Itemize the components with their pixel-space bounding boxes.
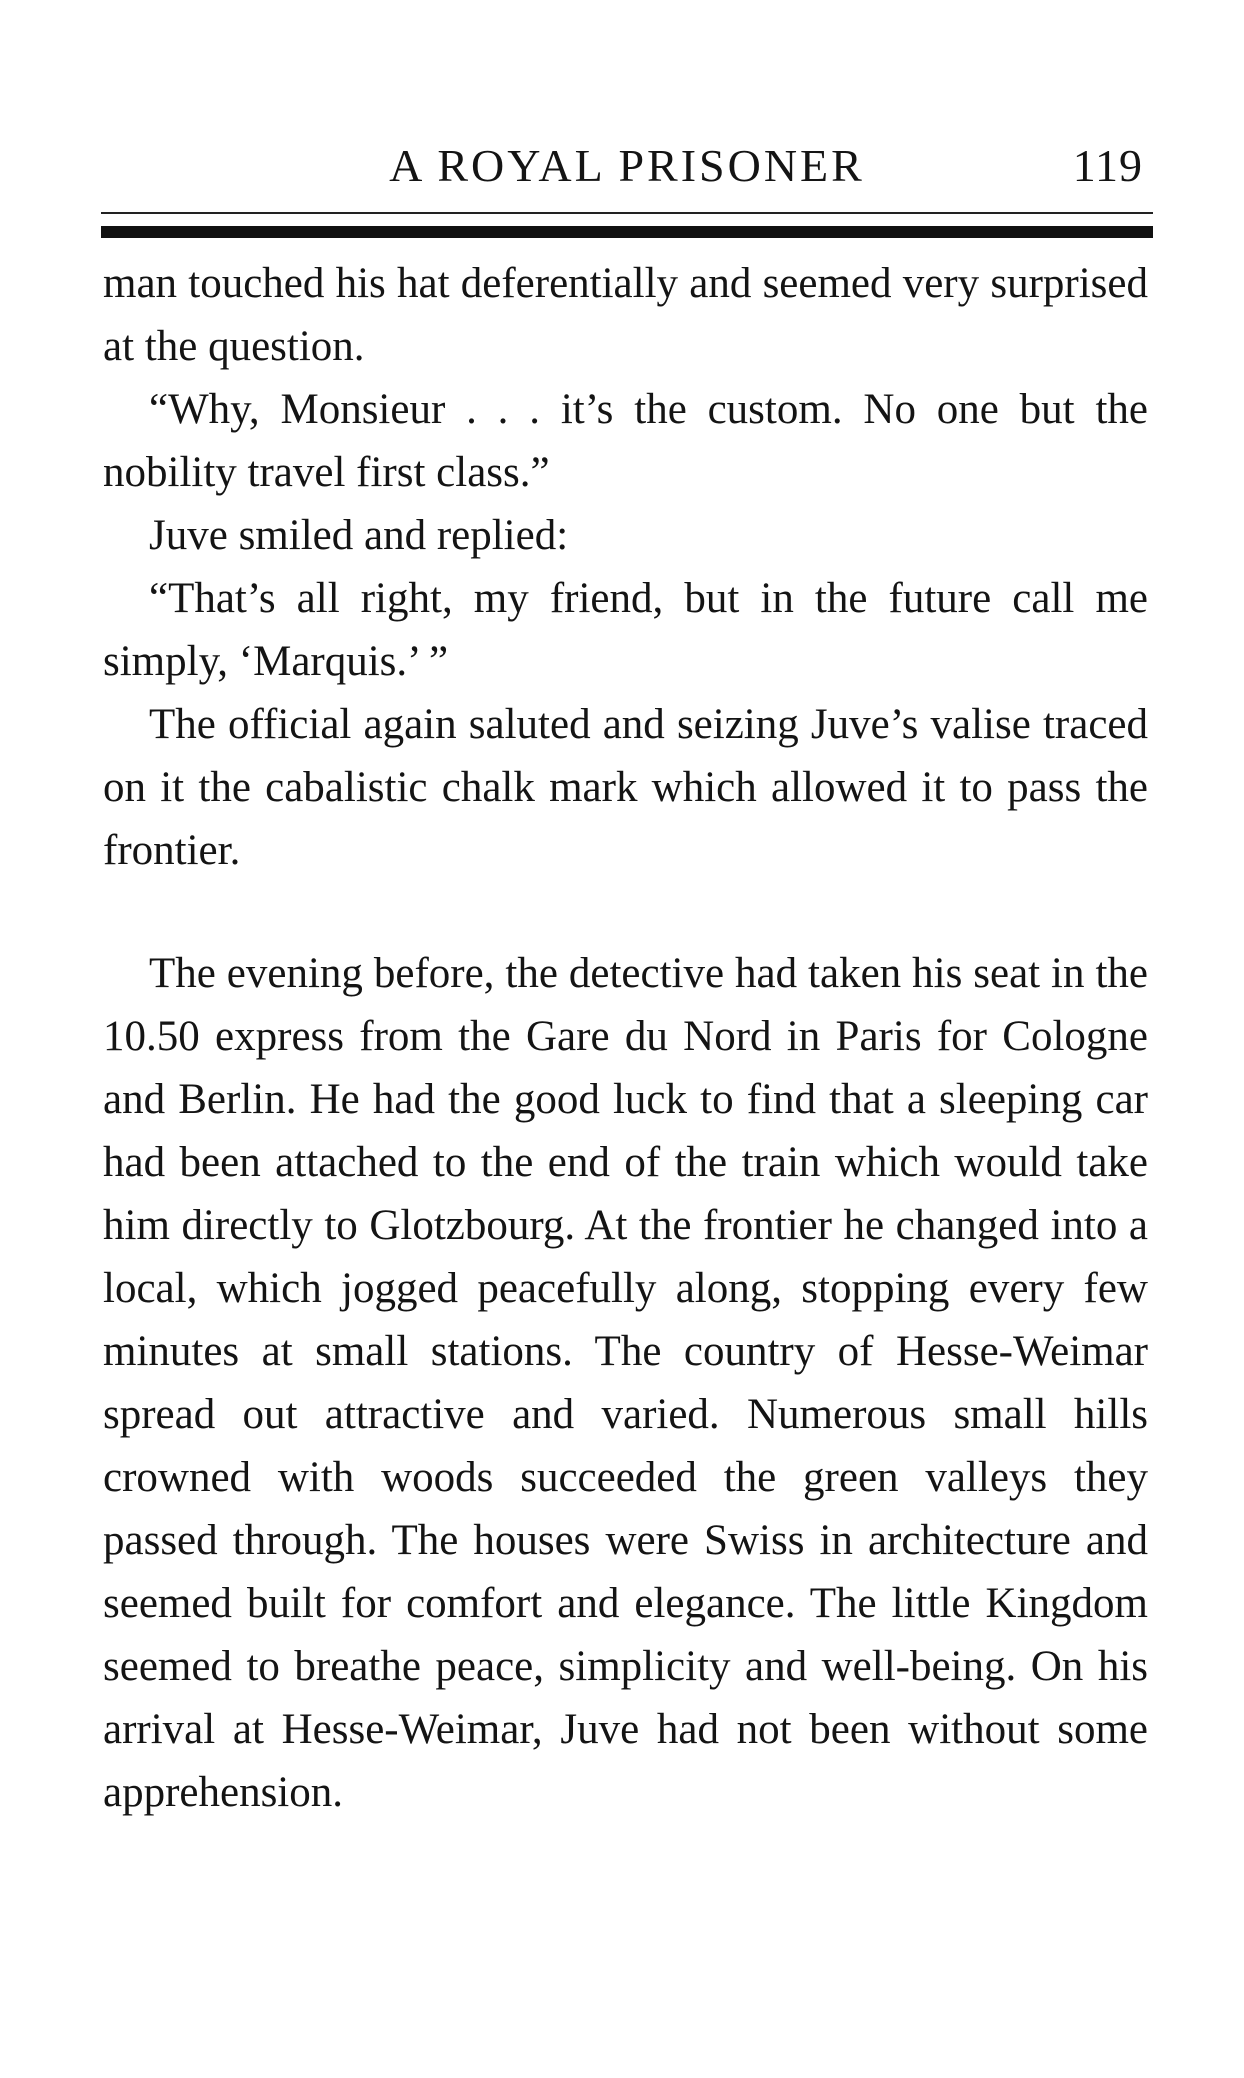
paragraph: “Why, Monsieur . . . it’s the custom. No one but the nobility travel first class.” (103, 386, 1148, 496)
page-number: 119 (1072, 140, 1143, 191)
header-rule-thick (101, 226, 1153, 238)
paragraph: Juve smiled and replied: (149, 512, 569, 559)
header-rule-thin (101, 212, 1153, 214)
paragraph-continued: man touched his hat deferentially and seemed very surprised at the question. (103, 260, 1148, 370)
body-text (103, 252, 1148, 1824)
paragraph: “That’s all right, my friend, but in the future call me simply, ‘Marquis.’ ” (103, 575, 1148, 685)
paragraph: The official again saluted and seizing Juve’s valise traced on it the cabalistic chalk mark which allowed it to pass the frontier. (103, 701, 1148, 874)
paragraph-section-start: The evening before, the detective had taken his seat in the 10.50 express from the Gare du Nord in Paris for Cologne and Berlin. He had the good luck to find that a sleeping car had been attached to the end of the train which would take him directly to Glotzbourg. At the frontier he changed into a local, which jogged peacefully along, stopping every few minutes at small stations. The country of Hesse-Weimar spread out attractive and varied. Numerous small hills crowned with woods succeeded the green valleys they passed through. The houses were Swiss in architecture and seemed built for comfort and elegance. The little Kingdom seemed to breathe peace, simplicity and well-being. On his arrival at Hesse-Weimar, Juve had not been without some apprehension. (103, 950, 1148, 1816)
running-title: A ROYAL PRISONER (389, 140, 865, 191)
running-header (103, 136, 1151, 206)
